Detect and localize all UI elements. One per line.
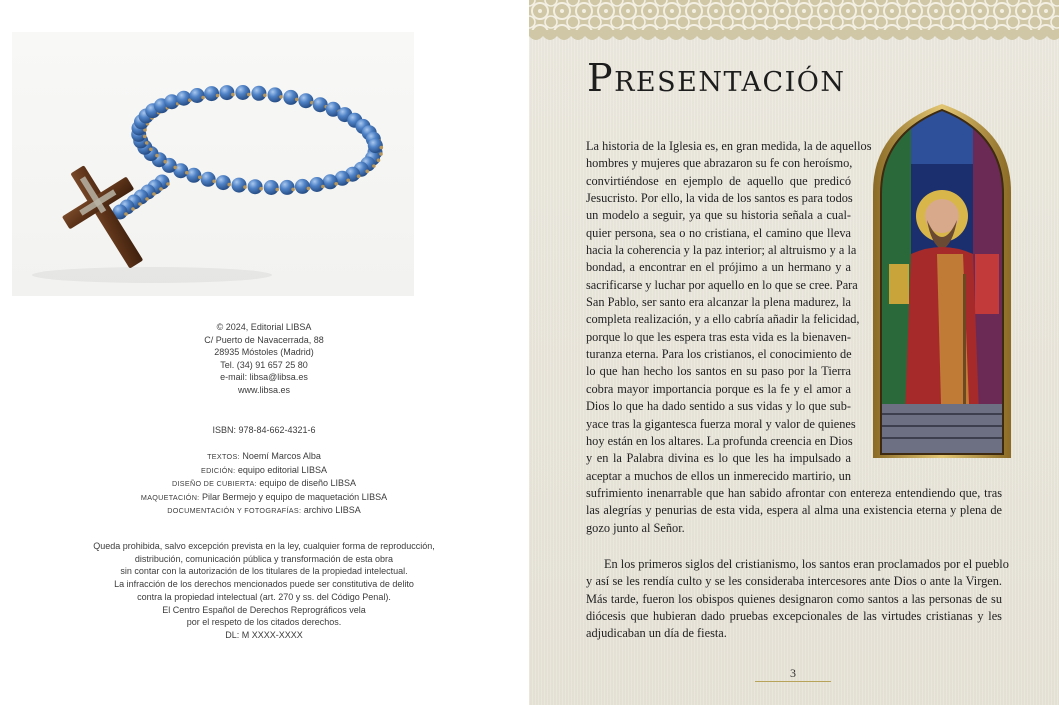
rosary-link bbox=[124, 212, 128, 216]
legal-line: contra la propiedad intelectual (art. 270 y ss. del Código Penal). bbox=[137, 591, 391, 602]
credit-label: EDICIÓN: bbox=[201, 465, 236, 475]
rosary-link bbox=[357, 174, 361, 178]
website-line: www.libsa.es bbox=[237, 384, 291, 395]
rosary-link bbox=[185, 171, 189, 175]
left-page bbox=[0, 0, 528, 705]
rosary-link bbox=[259, 187, 263, 191]
text-line: un modelo a seguir, ya que su historia señala a cual- bbox=[586, 208, 851, 223]
text-line: turanza eterna. Para los cristianos, el conocimiento de bbox=[586, 347, 852, 362]
legal-line: distribución, comunicación pública y transformación de esta obra bbox=[134, 553, 394, 564]
credit-label: TEXTOS: bbox=[207, 452, 240, 461]
credit-label: DISEÑO DE CUBIERTA: bbox=[172, 479, 257, 488]
rosary-link bbox=[198, 176, 202, 180]
credit-value: equipo de diseño LIBSA bbox=[256, 478, 356, 488]
page-number-rule bbox=[755, 681, 831, 682]
text-line: cobra mayor importancia porque es la fe y el amor a bbox=[586, 381, 851, 396]
rosary-illustration bbox=[12, 32, 414, 296]
text-line: adjudicaban un día de fiesta. bbox=[586, 626, 727, 641]
credit-value: equipo editorial LIBSA bbox=[235, 464, 327, 475]
text-line: hoy están en los altares. La profunda creencia en Dios bbox=[586, 433, 853, 448]
legal-line: sin contar con la autorización de los titulares de la propiedad intelectual. bbox=[120, 566, 408, 577]
rosary-bead bbox=[280, 180, 295, 195]
rosary-link bbox=[152, 192, 156, 196]
email-line: e-mail: libsa@libsa.es bbox=[220, 372, 308, 382]
city-line: 28935 Móstoles (Madrid) bbox=[214, 347, 314, 357]
text-line: bondad, a encontrar en el prójimo a un hermano y a bbox=[586, 260, 851, 275]
rosary-link bbox=[321, 185, 325, 189]
rosary-link bbox=[145, 141, 149, 145]
rosary-link bbox=[163, 160, 167, 164]
text-line: hacia la coherencia y la paz interior; al altruismo y a la bbox=[586, 243, 857, 258]
rosary-link bbox=[379, 152, 383, 156]
rosary-link bbox=[380, 146, 384, 150]
rosary-link bbox=[149, 148, 153, 152]
legal-line: La infracción de los derechos mencionados puede ser constitutiva de delito bbox=[114, 579, 414, 590]
credit-value: Noemí Marcos Alba bbox=[239, 451, 321, 461]
legal-line: Queda prohibida, salvo excepción prevista en la ley, cualquier forma de reproducción, bbox=[93, 541, 435, 551]
text-line: las alegrías y penurias de esta vida, espera al alma una existencia eterna y plena de bbox=[586, 503, 1002, 518]
rosary-bead bbox=[309, 177, 324, 192]
rosary-link bbox=[159, 187, 163, 191]
credit-layout bbox=[0, 491, 528, 505]
rosary-link bbox=[201, 96, 205, 100]
text-line: La historia de la Iglesia es, en gran medida, la de aquellos bbox=[586, 139, 872, 153]
paragraph-1-wide bbox=[586, 485, 1002, 537]
rosary-bead bbox=[251, 86, 266, 101]
text-line: Dios lo que ha dado sentido a sus vidas y lo que sub- bbox=[586, 399, 851, 414]
rosary-link bbox=[365, 170, 369, 174]
copyright-line: © 2024, Editorial LIBSA bbox=[216, 322, 312, 332]
rosary-link bbox=[212, 180, 216, 184]
credit-cover-design bbox=[0, 477, 528, 491]
rosary-link bbox=[247, 93, 251, 97]
rosary-link bbox=[372, 164, 376, 168]
rosary-bead bbox=[204, 86, 219, 101]
isbn-line: ISBN: 978-84-662-4321-6 bbox=[212, 425, 316, 435]
rosary-link bbox=[263, 94, 267, 98]
text-line: porque lo que les espera tras esta vida es la bienaven- bbox=[586, 329, 851, 344]
rosary-link bbox=[216, 94, 220, 98]
rosary-link bbox=[231, 93, 235, 97]
crucifix bbox=[45, 149, 169, 284]
rosary-bead bbox=[216, 175, 231, 190]
text-line: aceptar a muchos de ellos un inmerecido martirio, un bbox=[586, 468, 851, 483]
credits-block bbox=[0, 450, 528, 518]
credit-value: archivo LIBSA bbox=[301, 505, 361, 515]
text-line: gozo junto al Señor. bbox=[586, 520, 685, 535]
rosary-link bbox=[145, 197, 149, 201]
rosary-bead bbox=[235, 85, 250, 100]
rosary-link bbox=[346, 179, 350, 183]
rosary-bead bbox=[264, 180, 279, 195]
rosary-bead bbox=[268, 87, 283, 102]
paragraph-2 bbox=[586, 556, 1009, 643]
publisher-info bbox=[0, 321, 528, 396]
rosary-bead bbox=[295, 179, 310, 194]
text-line: y en la Palabra divina es lo que les ha impulsado a bbox=[586, 451, 851, 466]
rosary-bead bbox=[186, 168, 201, 183]
text-line: Jesucristo. Por ello, la vida de los santos es para todos bbox=[586, 191, 853, 206]
legal-deposit-line: DL: M XXXX-XXXX bbox=[225, 629, 303, 640]
rosary-bead bbox=[219, 85, 234, 100]
page-title: Presentación bbox=[587, 56, 846, 100]
phone-line: Tel. (34) 91 657 25 80 bbox=[220, 359, 308, 370]
text-line: Más tarde, fueron los obispos quienes designaron como santos a las personas de su bbox=[586, 591, 1002, 606]
rosary-link bbox=[377, 158, 381, 162]
text-line: y así se les rendía culto y se les consideraba intercesores ante Dios o ante la Virgen. bbox=[586, 574, 1002, 589]
text-line: En los primeros siglos del cristianismo, los santos eran proclamados por el pueblo bbox=[604, 557, 1009, 571]
page-number: 3 bbox=[790, 666, 796, 680]
rosary-bead bbox=[298, 93, 313, 108]
rosary-bead bbox=[232, 178, 247, 193]
text-line: convirtiéndose en ejemplo de aquello que predicó bbox=[586, 173, 851, 188]
rosary-link bbox=[143, 135, 147, 139]
rosary-link bbox=[173, 166, 177, 170]
rosary-bead bbox=[201, 172, 216, 187]
text-line: sufrimiento inenarrable que han sabido afrontar con entereza entendiendo que, tras bbox=[586, 485, 1002, 500]
rosary-bead bbox=[176, 91, 191, 106]
rosary-bead bbox=[323, 174, 338, 189]
rosary-link bbox=[291, 188, 295, 192]
text-line: lo que han hecho los santos en su paso por la Tierra bbox=[586, 364, 851, 379]
credit-edition bbox=[0, 464, 528, 478]
rosary-bead bbox=[190, 88, 205, 103]
text-line: quier persona, sea o no cristiana, el camino que lleva bbox=[586, 225, 851, 240]
rosary-link bbox=[166, 182, 170, 186]
rosary-photo bbox=[12, 32, 414, 296]
legal-line: por el respeto de los citados derechos. bbox=[186, 617, 342, 628]
rosary-link bbox=[155, 154, 159, 158]
lace-border bbox=[529, 0, 1059, 44]
right-page bbox=[529, 0, 1059, 705]
text-line: hombres y mujeres que abrazaron su fe con heroísmo, bbox=[586, 156, 853, 171]
text-line: diócesis que hubieran dado pruebas excepcionales de las virtudes cristianas y les bbox=[586, 609, 1002, 624]
rosary-link bbox=[334, 182, 338, 186]
rosary-bead bbox=[248, 179, 263, 194]
rosary-bead bbox=[368, 138, 383, 153]
credit-label: DOCUMENTACIÓN Y FOTOGRAFÍAS: bbox=[167, 506, 302, 515]
legal-line: El Centro Español de Derechos Reprográficos vela bbox=[162, 604, 366, 615]
text-line: completa realización, y a ello cabría añadir la felicidad, bbox=[586, 312, 860, 327]
rosary-link bbox=[279, 95, 283, 99]
text-line: yace tras la gigantesca fuerza moral y valor de quienes bbox=[586, 416, 856, 431]
rosary-link bbox=[307, 187, 311, 191]
address-line: C/ Puerto de Navacerrada, 88 bbox=[204, 334, 324, 345]
rosary-beads bbox=[113, 85, 384, 220]
credit-documentation bbox=[0, 504, 528, 518]
rosary-link bbox=[275, 188, 279, 192]
rosary-link bbox=[243, 185, 247, 189]
rosary-link bbox=[138, 202, 142, 206]
rosary-link bbox=[295, 98, 299, 102]
credit-label: MAQUETACIÓN: bbox=[140, 492, 200, 502]
rosary-link bbox=[227, 183, 231, 187]
credit-texts bbox=[0, 450, 528, 464]
rosary-bead bbox=[283, 90, 298, 105]
legal-notice bbox=[0, 540, 528, 642]
rosary-bead bbox=[313, 97, 328, 112]
credit-value: Pilar Bermejo y equipo de maquetación LIBSA bbox=[199, 491, 388, 502]
rosary-link bbox=[131, 207, 135, 211]
text-line: sacrificarse y luchar por aquello en lo que se cree. Para bbox=[586, 277, 858, 292]
text-line: San Pablo, ser santo era alcanzar la plena madurez, la bbox=[586, 295, 851, 310]
stained-glass-window bbox=[871, 104, 1013, 458]
